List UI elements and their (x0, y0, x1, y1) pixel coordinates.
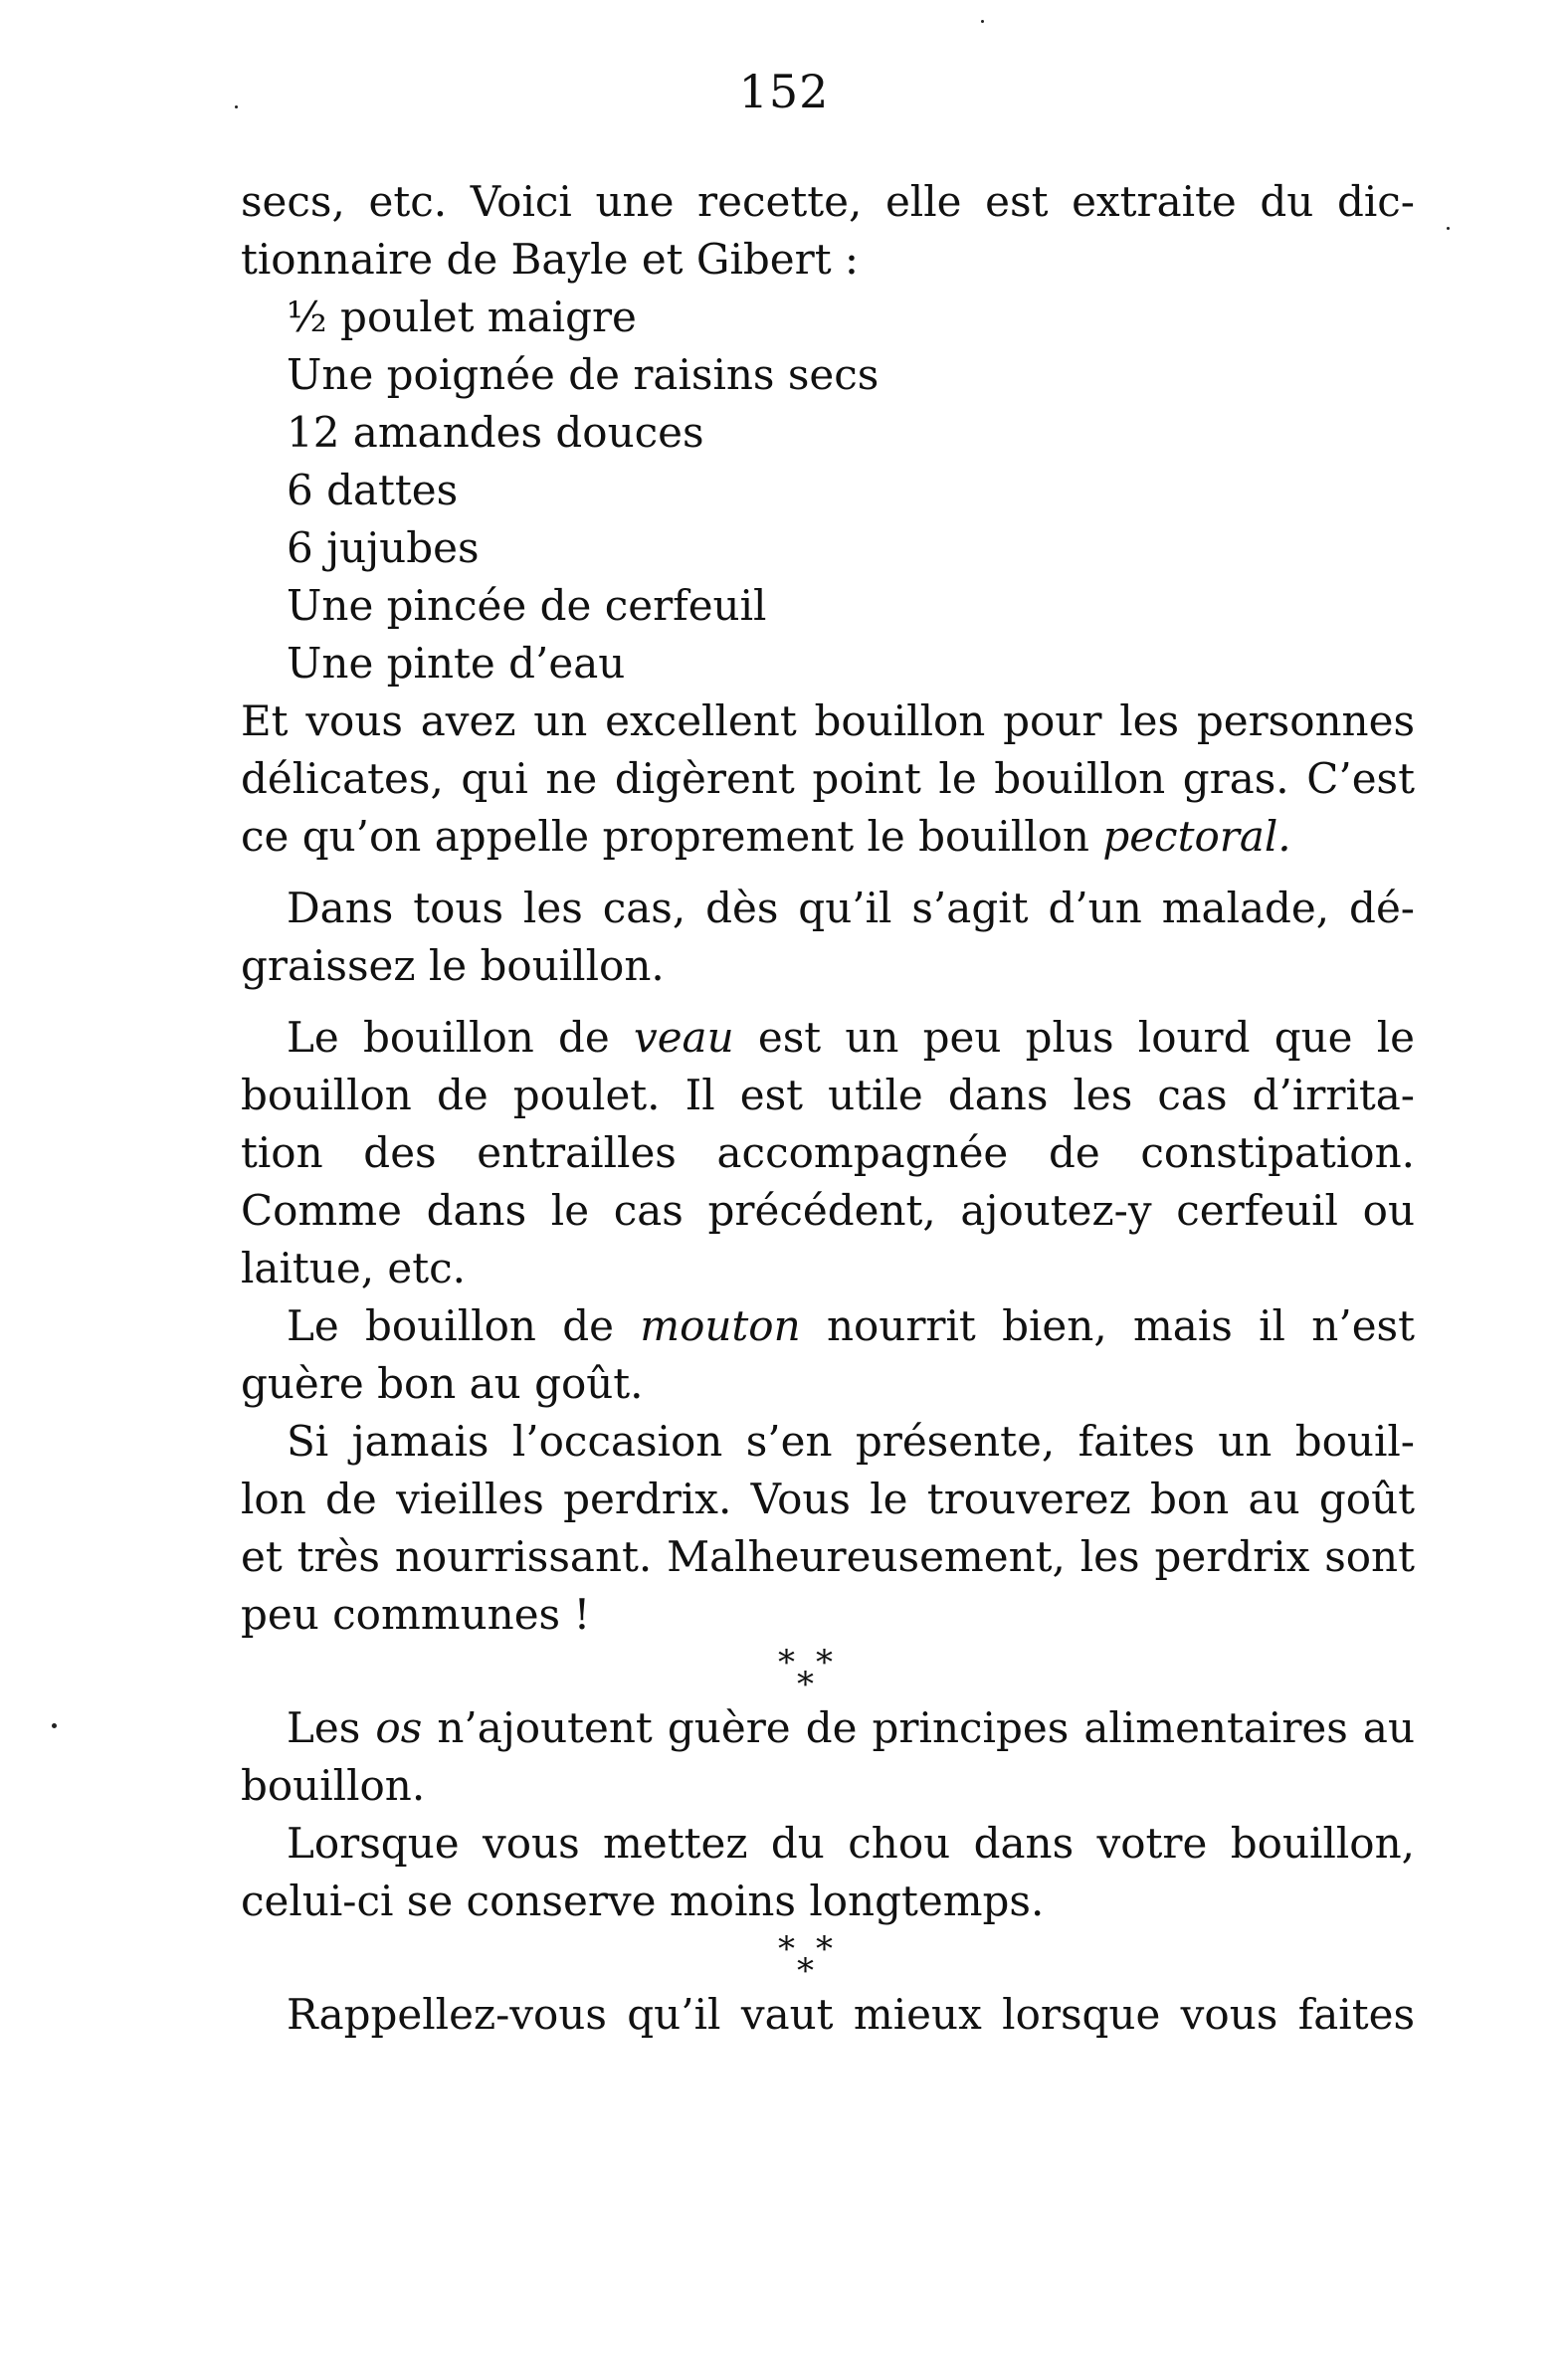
print-speck (1447, 227, 1450, 230)
text-line: graissez le bouillon. (241, 941, 665, 990)
asterisk-glyph: * (816, 1929, 833, 1969)
italic-term: os (375, 1703, 423, 1752)
page-body (241, 173, 1415, 2044)
text-run: nourrit bien, mais il n’est (800, 1301, 1415, 1350)
page-number: 152 (738, 65, 830, 118)
recipe-list (241, 289, 1415, 693)
text-line: Rappellez-vous qu’il vaut mieux lorsque vous faites (287, 1990, 1415, 2039)
paragraph-perdrix (241, 1413, 1415, 1644)
recipe-item: 12 amandes douces (287, 408, 704, 457)
text-line: Si jamais l’occasion s’en présente, faites un bouil- (287, 1417, 1415, 1466)
paragraph-rappellez (241, 1986, 1415, 2044)
asterisk-glyph: * (778, 1929, 795, 1969)
asterisk-glyph: * (816, 1643, 833, 1682)
text-run: ce qu’on appelle proprement le bouillon (241, 812, 1103, 861)
asterisk-glyph: * (797, 1951, 814, 1991)
text-line: délicates, qui ne digèrent point le bouillon gras. C’est (241, 754, 1415, 803)
text-line: peu communes ! (241, 1590, 591, 1639)
asterism-divider (241, 1643, 1415, 1704)
text-run: Les (287, 1703, 376, 1752)
paragraph-degraissez (241, 880, 1415, 995)
paragraph-veau (241, 1009, 1415, 1297)
asterisk-glyph: * (797, 1665, 814, 1704)
recipe-item: Une pinte d’eau (287, 639, 626, 688)
text-run: Le bouillon de (287, 1301, 641, 1350)
text-line: secs, etc. Voici une recette, elle est extraite du dic- (241, 177, 1415, 226)
print-speck (981, 20, 984, 23)
text-line (241, 1297, 1415, 1355)
text-line (241, 1009, 1415, 1067)
text-line: guère bon au goût. (241, 1359, 644, 1408)
text-line (241, 1699, 1415, 1757)
text-run: n’ajoutent guère de principes alimentaires au (422, 1703, 1415, 1752)
print-speck (52, 1723, 57, 1728)
text-run: est un peu plus lourd que le (733, 1013, 1415, 1062)
text-line: Et vous avez un excellent bouillon pour les personnes (241, 696, 1415, 745)
text-line: celui-ci se conserve moins longtemps. (241, 1877, 1045, 1925)
italic-term: veau (633, 1013, 734, 1062)
text-line: lon de vieilles perdrix. Vous le trouverez bon au goût (241, 1475, 1415, 1523)
paragraph-pectoral (241, 693, 1415, 866)
paragraph-chou (241, 1815, 1415, 1930)
text-line: bouillon de poulet. Il est utile dans les cas d’irrita- (241, 1071, 1415, 1119)
recipe-item: 6 jujubes (287, 523, 480, 572)
italic-term: pectoral. (1102, 812, 1291, 861)
text-run: Le bouillon de (287, 1013, 634, 1062)
text-line: Dans tous les cas, dès qu’il s’agit d’un malade, dé- (287, 884, 1415, 932)
text-line: Lorsque vous mettez du chou dans votre bouillon, (287, 1819, 1415, 1868)
paragraph-mouton (241, 1297, 1415, 1413)
asterisk-glyph: * (778, 1643, 795, 1682)
text-line: tionnaire de Bayle et Gibert : (241, 235, 860, 284)
text-line: Comme dans le cas précédent, ajoutez-y cerfeuil ou (241, 1186, 1415, 1235)
text-line: tion des entrailles accompagnée de constipation. (241, 1128, 1415, 1177)
recipe-item: Une poignée de raisins secs (287, 350, 880, 399)
recipe-item: ½ poulet maigre (287, 293, 637, 341)
recipe-item: Une pincée de cerfeuil (287, 581, 767, 630)
recipe-item: 6 dattes (287, 466, 459, 514)
text-line: et très nourrissant. Malheureusement, les perdrix sont (241, 1532, 1415, 1581)
text-line: bouillon. (241, 1761, 426, 1810)
asterism-divider (241, 1929, 1415, 1991)
text-line: laitue, etc. (241, 1244, 466, 1292)
print-speck (235, 105, 238, 108)
text-line (241, 808, 1415, 866)
paragraph-os (241, 1699, 1415, 1815)
italic-term: mouton (640, 1301, 801, 1350)
